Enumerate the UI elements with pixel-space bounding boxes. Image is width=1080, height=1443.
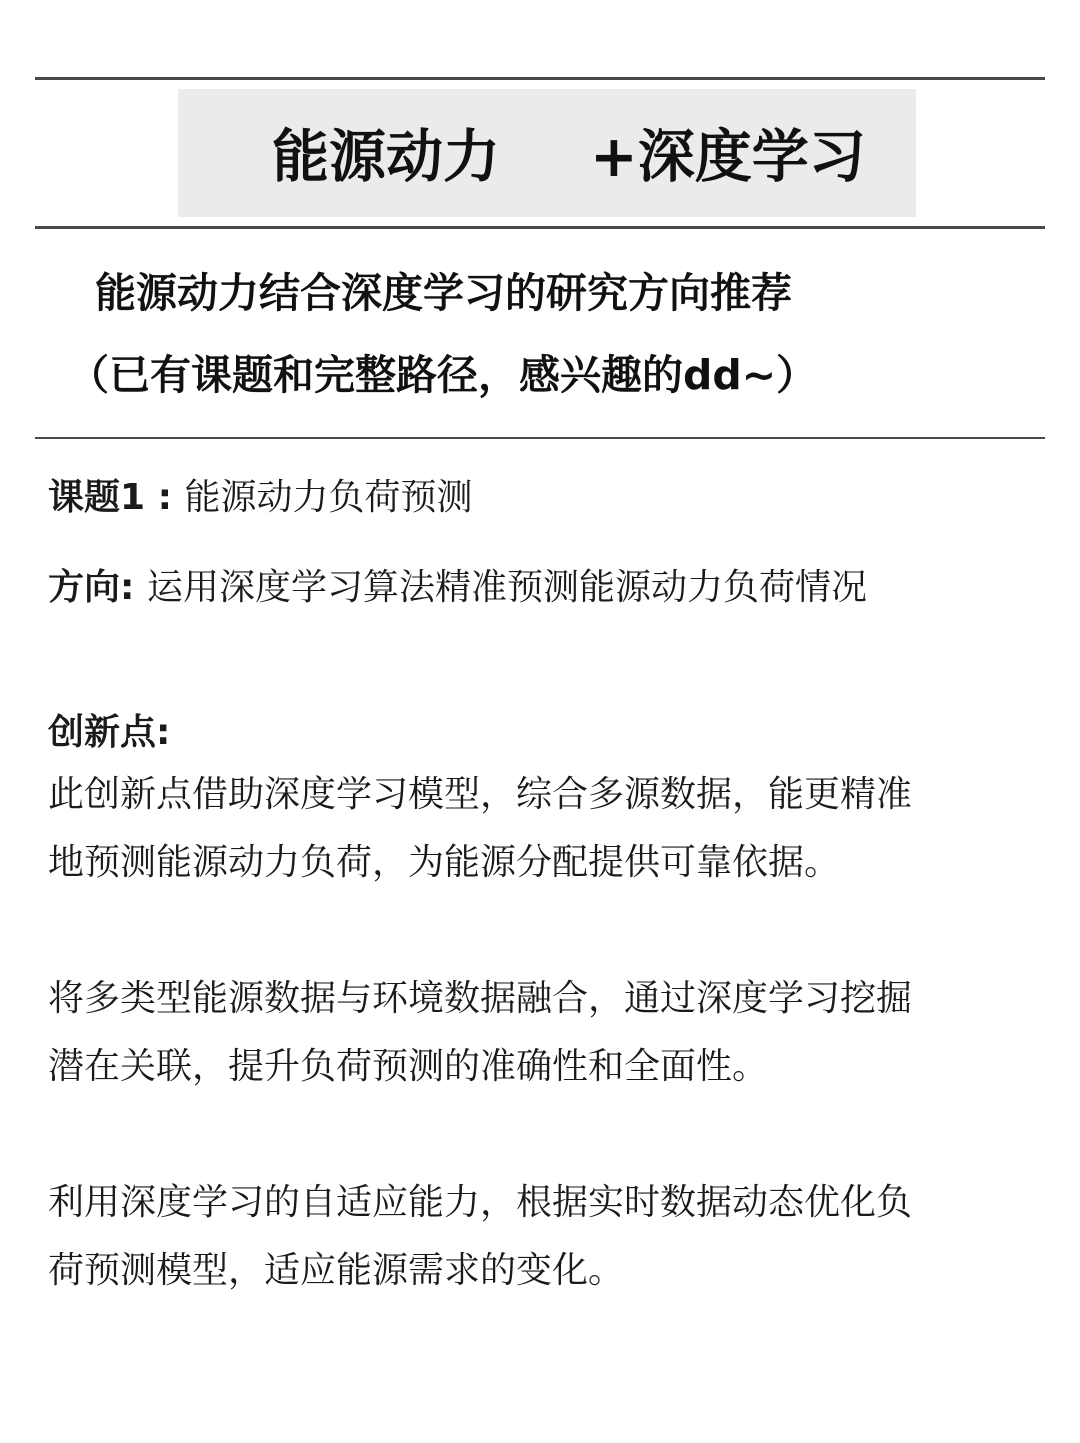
- direction-value: 运用深度学习算法精准预测能源动力负荷情况: [146, 567, 867, 608]
- top-divider: [35, 77, 1045, 80]
- title-left-text: 能源动力: [272, 124, 500, 190]
- innovation-paragraph-1-line-1: 此创新点借助深度学习模型，综合多源数据，能更精准: [48, 774, 913, 815]
- innovation-paragraph-3-line-1: 利用深度学习的自适应能力，根据实时数据动态优化负: [48, 1182, 913, 1223]
- direction-line: [48, 565, 867, 611]
- topic-line: [48, 475, 473, 521]
- innovation-paragraph-2-line-2: 潜在关联，提升负荷预测的准确性和全面性。: [48, 1046, 769, 1087]
- topic-label: 课题1 :: [48, 477, 185, 518]
- topic-value: 能源动力负荷预测: [184, 477, 473, 518]
- content-divider: [35, 437, 1045, 439]
- innovation-heading: 创新点:: [48, 712, 171, 753]
- subtitle-line-2: （已有课题和完整路径，感兴趣的dd~）: [68, 351, 818, 399]
- direction-label: 方向:: [48, 567, 147, 608]
- innovation-paragraph-3-line-2: 荷预测模型，适应能源需求的变化。: [48, 1250, 625, 1291]
- subtitle-line-1: 能源动力结合深度学习的研究方向推荐: [95, 269, 792, 317]
- middle-divider: [35, 226, 1045, 229]
- innovation-paragraph-1-line-2: 地预测能源动力负荷，为能源分配提供可靠依据。: [48, 842, 841, 883]
- title-right-text: +深度学习: [590, 124, 866, 190]
- innovation-paragraph-2-line-1: 将多类型能源数据与环境数据融合，通过深度学习挖掘: [48, 978, 913, 1019]
